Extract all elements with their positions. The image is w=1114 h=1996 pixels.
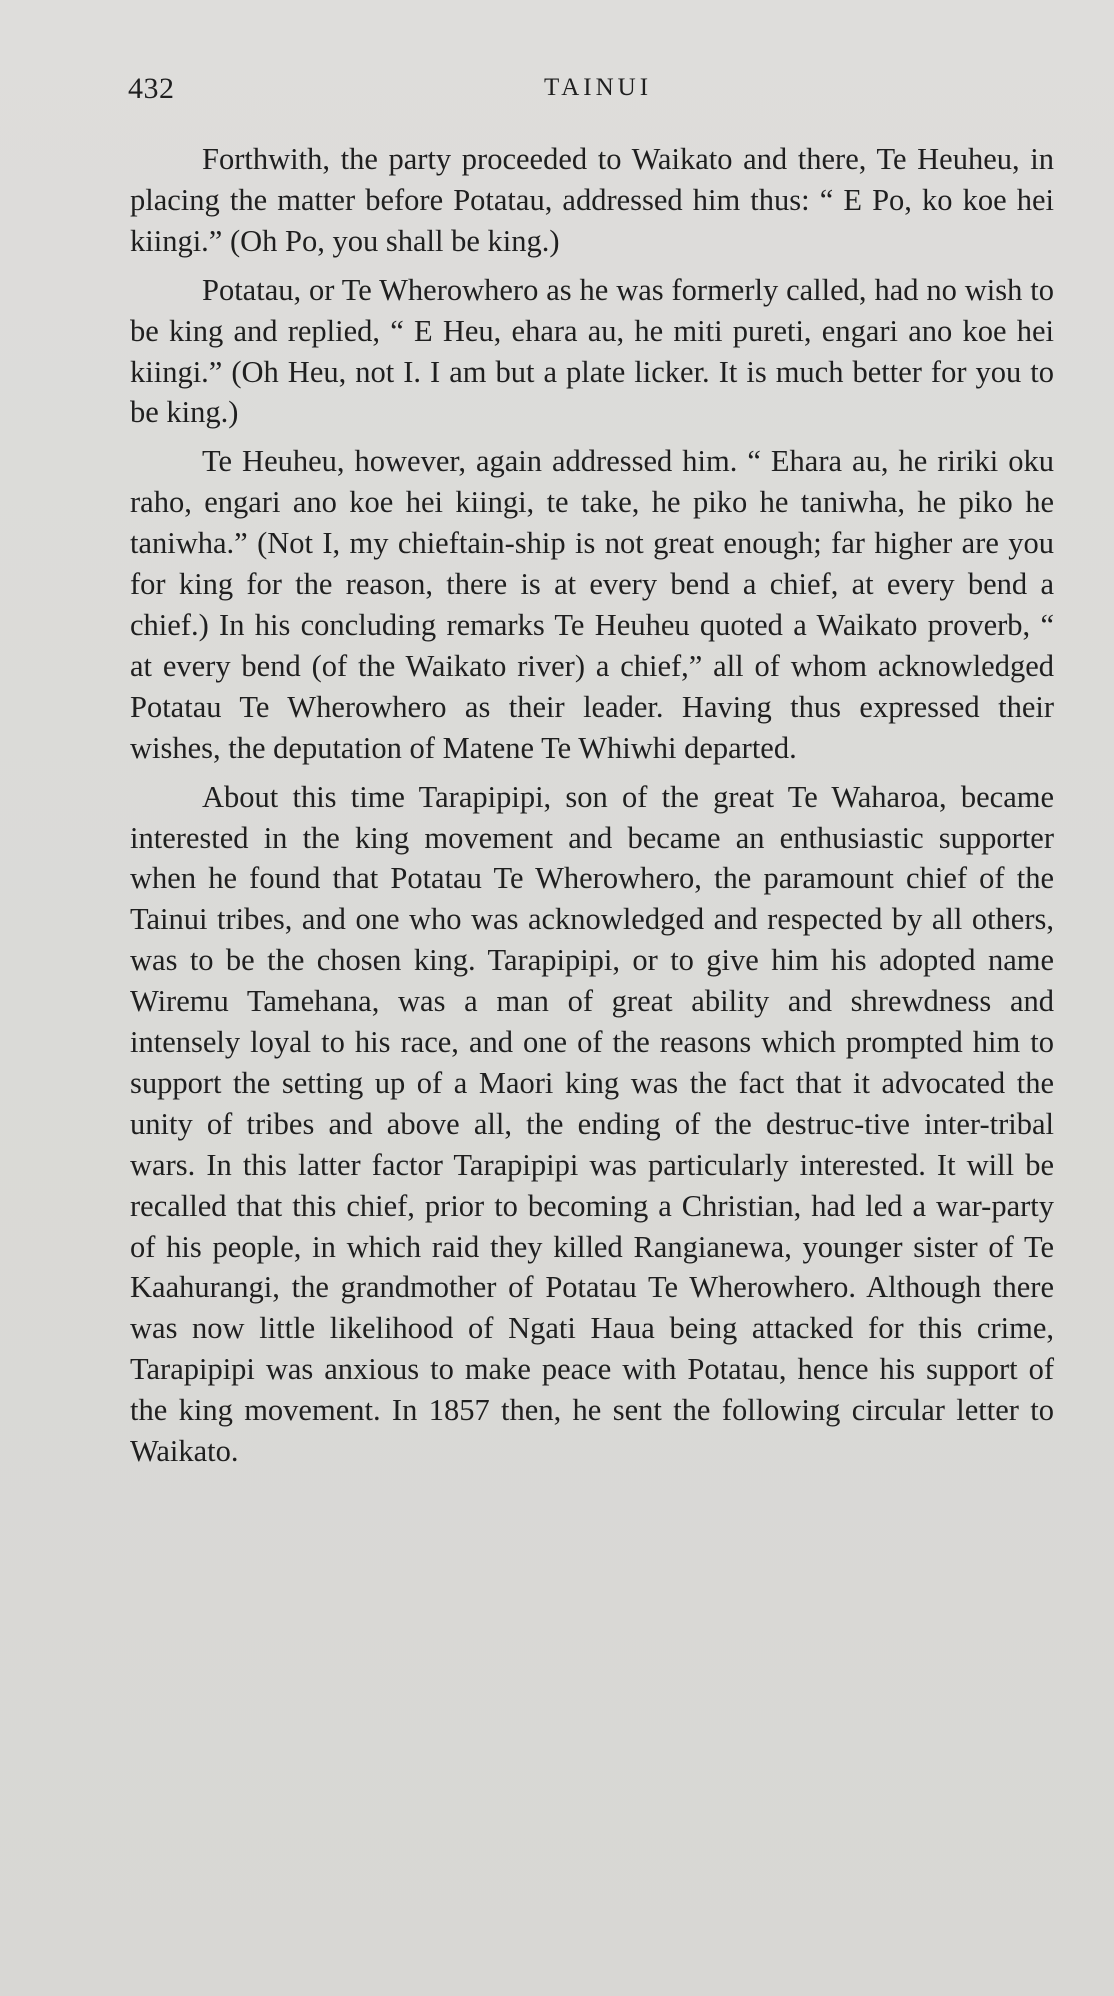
- paragraph: Potatau, or Te Wherowhero as he was formerly called, had no wish to be king and replied, “ E Heu, ehara au, he miti pureti, engari ano koe hei kiingi.” (Oh Heu, not I. I am but a plate licker. It is much better for you to be king.): [130, 272, 1054, 430]
- running-head: TAINUI: [543, 74, 653, 101]
- paragraph: Te Heuheu, however, again addressed him. “ Ehara au, he ririki oku raho, engari ano koe hei kiingi, te take, he piko he taniwha, he piko he taniwha.” (Not I, my chieftain-ship is not great enough; far higher are you for king for the reason, there is at every bend a chief, at every bend a chief.) In his concluding remarks Te Heuheu quoted a Waikato proverb, “ at every bend (of the Waikato river) a chief,” all of whom acknowledged Potatau Te Wherowhero as their leader. Having thus expressed their wishes, the deputation of Matene Te Whiwhi departed.: [130, 444, 1054, 765]
- paragraph: About this time Tarapipipi, son of the great Te Waharoa, became interested in the king movement and became an enthusiastic supporter when he found that Potatau Te Wherowhero, the paramount chief of the Tainui tribes, and one who was acknowledged and respected by all others, was to be the chosen king. Tarapipipi, or to give him his adopted name Wiremu Tamehana, was a man of great ability and shrewdness and intensely loyal to his race, and one of the reasons which prompted him to support the setting up of a Maori king was the fact that it advocated the unity of tribes and above all, the ending of the destruc-tive inter-tribal wars. In this latter factor Tarapipipi was particularly interested. It will be recalled that this chief, prior to becoming a Christian, had led a war-party of his people, in which raid they killed Rangianewa, younger sister of Te Kaahurangi, the grandmother of Potatau Te Wherowhero. Although there was now little likelihood of Ngati Haua being attacked for this crime, Tarapipipi was anxious to make peace with Potatau, hence his support of the king movement. In 1857 then, he sent the following circular letter to Waikato.: [130, 779, 1054, 1469]
- body-text: [130, 139, 1054, 1480]
- page-header: [128, 72, 1054, 112]
- page-number: 432: [128, 72, 175, 105]
- paragraph: Forthwith, the party proceeded to Waikato and there, Te Heuheu, in placing the matter before Potatau, addressed him thus: “ E Po, ko koe hei kiingi.” (Oh Po, you shall be king.): [130, 142, 1054, 258]
